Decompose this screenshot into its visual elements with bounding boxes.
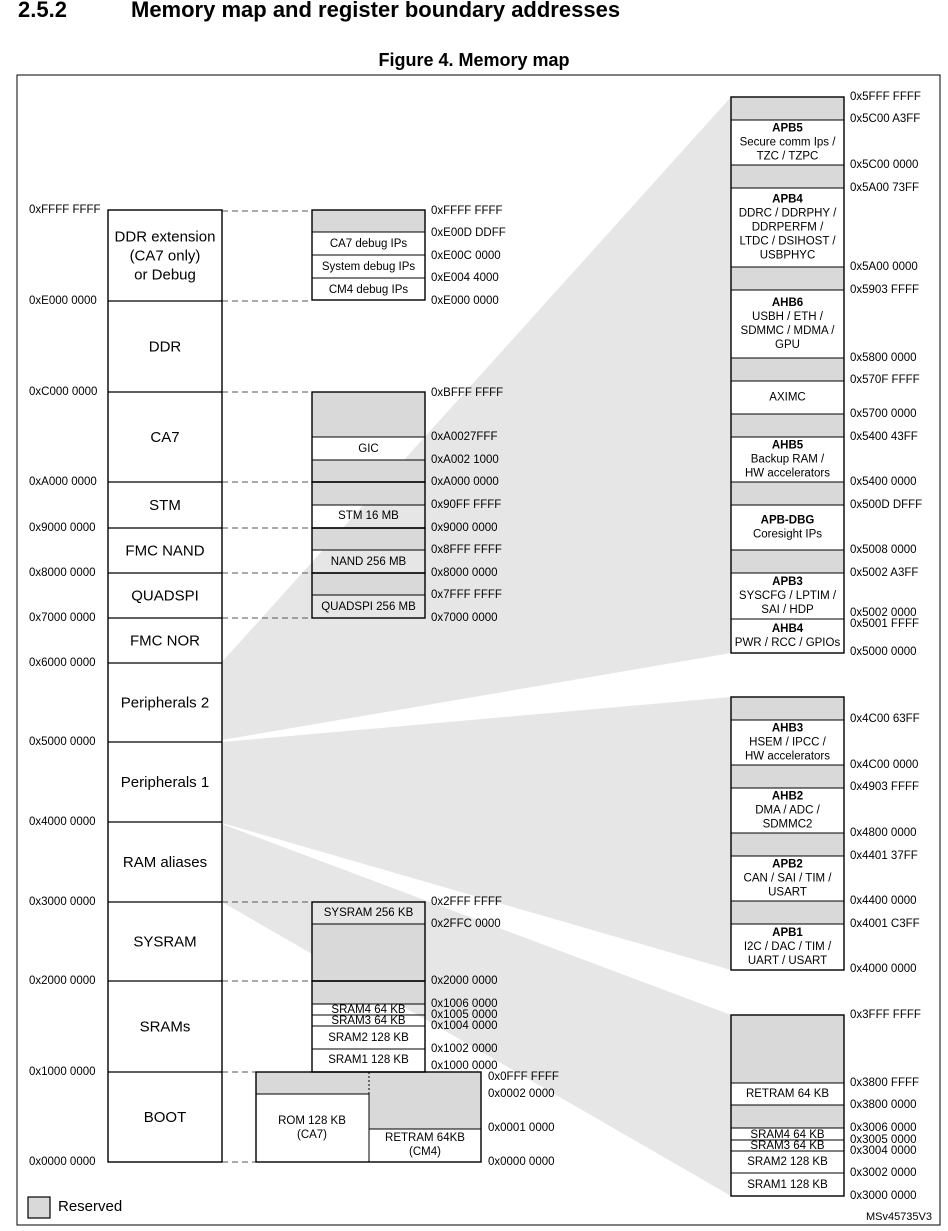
periph2-block-label: Backup RAM /: [750, 453, 825, 466]
address-label: 0x5002 0000: [850, 607, 917, 620]
main-address-label: 0xC000 0000: [29, 386, 98, 399]
boot-retram-cell: RETRAM 64KB: [385, 1132, 465, 1145]
periph2-block-label: APB3: [772, 576, 803, 589]
sysram-reserved: [312, 924, 425, 981]
address-label: 0xA002 1000: [431, 454, 499, 467]
periph2-block-label: AHB5: [771, 439, 804, 452]
address-label: 0x90FF FFFF: [431, 499, 502, 512]
periph2-block-label: DDRPERFM /: [751, 221, 824, 234]
address-label: 0xBFFF FFFF: [431, 387, 504, 400]
main-address-label: 0xFFFF FFFF: [29, 204, 101, 217]
address-label: 0x5000 0000: [850, 646, 917, 659]
address-label: 0x5002 A3FF: [850, 567, 919, 580]
address-label: 0xE00D DDFF: [431, 227, 506, 240]
address-label: 0x7000 0000: [431, 612, 498, 625]
main-address-label: 0x4000 0000: [29, 816, 96, 829]
periph2-block-label: DDRC / DDRPHY /: [738, 207, 837, 220]
boot-rom-cell: ROM 128 KB: [278, 1115, 346, 1128]
address-label: 0xA000 0000: [431, 476, 499, 489]
boot-rom-cell: (CA7): [296, 1129, 328, 1142]
region-fmc-nor: FMC NOR: [130, 632, 200, 650]
figure-caption: Figure 4. Memory map: [378, 50, 570, 70]
periph2-block-label: SAI / HDP: [761, 604, 814, 617]
ca7-reserved: [312, 392, 425, 437]
address-label: 0x1002 0000: [431, 1043, 498, 1056]
figure-code: MSv45735V3: [865, 1210, 932, 1223]
address-label: 0x5008 0000: [850, 544, 917, 557]
periph2-block-label: AHB4: [771, 623, 804, 636]
periph1-block-label: DMA / ADC /: [755, 804, 820, 817]
stm-cell: STM 16 MB: [338, 510, 399, 523]
address-label: 0x2000 0000: [431, 975, 498, 988]
main-address-label: 0x7000 0000: [29, 612, 96, 625]
legend-swatch: [28, 1197, 50, 1218]
periph2-block-label: SDMMC / MDMA /: [740, 325, 835, 338]
address-label: 0x3800 FFFF: [850, 1077, 920, 1090]
srams-cell: SRAM4 64 KB: [331, 1004, 406, 1017]
periph2-block-label: GPU: [775, 339, 800, 352]
region-ddr-ext: (CA7 only): [129, 247, 201, 265]
address-label: 0x1005 0000: [431, 1009, 498, 1022]
address-label: 0x3000 0000: [850, 1190, 917, 1203]
periph2-block-label: SYSCFG / LPTIM /: [738, 590, 837, 603]
ca7-reserved: [312, 460, 425, 482]
debug-cell: CM4 debug IPs: [328, 284, 409, 297]
periph2-block-label: APB4: [772, 193, 803, 206]
periph1-block-label: AHB2: [771, 790, 804, 803]
periph1-reserved: [731, 901, 844, 924]
boot-rom-reserved: [256, 1072, 369, 1094]
periph2-block-label: LTDC / DSIHOST /: [739, 235, 836, 248]
address-label: 0xE004 4000: [431, 272, 499, 285]
periph2-block-label: TZC / TZPC: [756, 150, 819, 163]
address-label: 0x3002 0000: [850, 1167, 917, 1180]
main-address-label: 0x5000 0000: [29, 736, 96, 749]
address-label: 0xE00C 0000: [431, 250, 501, 263]
address-label: 0x5C00 0000: [850, 159, 919, 172]
address-label: 0x7FFF FFFF: [431, 589, 502, 602]
region-ddr-ext: or Debug: [134, 266, 196, 284]
address-label: 0x3FFF FFFF: [850, 1009, 921, 1022]
periph2-block-label: PWR / RCC / GPIOs: [734, 637, 841, 650]
periph2-block-label: USBPHYC: [759, 249, 816, 262]
main-address-label: 0x0000 0000: [29, 1156, 96, 1169]
main-address-label: 0xE000 0000: [29, 295, 97, 308]
address-label: 0x4400 0000: [850, 895, 917, 908]
ram-aliases-cell: SRAM3 64 KB: [750, 1140, 825, 1153]
projection-peripherals-2: [222, 97, 731, 740]
periph2-block-label: AXIMC: [769, 391, 806, 404]
address-label: 0x500D DFFF: [850, 499, 923, 512]
ram-aliases-cell: RETRAM 64 KB: [745, 1088, 830, 1101]
main-address-label: 0x3000 0000: [29, 896, 96, 909]
region-stm: STM: [149, 496, 181, 514]
address-label: 0x5A00 73FF: [850, 182, 920, 195]
srams-cell: SRAM2 128 KB: [328, 1032, 409, 1045]
region-ca7: CA7: [150, 428, 180, 446]
ram-aliases-cell: SRAM2 128 KB: [747, 1156, 828, 1169]
address-label: 0xE000 0000: [431, 295, 499, 308]
region-periph2: Peripherals 2: [120, 694, 210, 712]
srams-cell: SRAM3 64 KB: [331, 1015, 406, 1028]
legend-label: Reserved: [58, 1197, 123, 1215]
periph1-reserved: [731, 697, 844, 720]
ram-aliases-reserved: [731, 1105, 844, 1128]
address-label: 0x4903 FFFF: [850, 781, 920, 794]
periph1-block-label: APB1: [772, 927, 803, 940]
periph2-block-label: Secure comm Ips /: [739, 136, 836, 149]
address-label: 0x8FFF FFFF: [431, 544, 502, 557]
address-label: 0x5800 0000: [850, 352, 917, 365]
address-label: 0xFFFF FFFF: [431, 205, 503, 218]
address-label: 0x3005 0000: [850, 1134, 917, 1147]
nand-reserved: [312, 528, 425, 550]
periph1-block-label: SDMMC2: [762, 818, 813, 831]
section-title: Memory map and register boundary addresses: [131, 0, 621, 22]
address-label: 0x4C00 0000: [850, 759, 919, 772]
periph1-block-label: HSEM / IPCC /: [749, 736, 826, 749]
region-fmc-nand: FMC NAND: [125, 542, 205, 560]
main-address-label: 0x8000 0000: [29, 567, 96, 580]
periph1-reserved: [731, 833, 844, 856]
ram-aliases-reserved: [731, 1015, 844, 1083]
periph2-block-label: Coresight IPs: [752, 528, 823, 541]
region-quadspi: QUADSPI: [131, 587, 199, 605]
boot-retram-cell: (CM4): [409, 1146, 441, 1159]
region-srams: SRAMs: [139, 1018, 191, 1036]
address-label: 0x3800 0000: [850, 1099, 917, 1112]
address-label: 0x9000 0000: [431, 522, 498, 535]
stm-reserved: [312, 482, 425, 505]
address-label: 0x0FFF FFFF: [488, 1071, 559, 1084]
periph2-block-label: AHB6: [771, 297, 804, 310]
address-label: 0x5C00 A3FF: [850, 113, 921, 126]
debug-cell: System debug IPs: [321, 261, 416, 274]
address-label: 0x2FFC 0000: [431, 918, 501, 931]
srams-cell: SRAM1 128 KB: [328, 1054, 409, 1067]
periph2-reserved: [731, 97, 844, 120]
periph1-block-label: I2C / DAC / TIM /: [743, 941, 832, 954]
periph1-block-label: APB2: [772, 858, 803, 871]
region-periph1: Peripherals 1: [120, 773, 210, 791]
address-label: 0x2FFF FFFF: [431, 896, 502, 909]
address-label: 0x0000 0000: [488, 1156, 555, 1169]
periph2-block-label: APB5: [772, 122, 803, 135]
periph1-block-label: CAN / SAI / TIM /: [743, 872, 832, 885]
address-label: 0x4C00 63FF: [850, 713, 920, 726]
main-address-label: 0x1000 0000: [29, 1066, 96, 1079]
ram-aliases-cell: SRAM4 64 KB: [750, 1129, 825, 1142]
periph1-block-label: HW accelerators: [745, 750, 830, 763]
region-ddr-ext: DDR extension: [114, 228, 216, 246]
gic-cell: GIC: [358, 443, 379, 456]
address-label: 0x5001 FFFF: [850, 618, 920, 631]
periph1-block-label: USART: [768, 886, 807, 899]
address-label: 0x5400 43FF: [850, 431, 918, 444]
address-label: 0xA0027FFF: [431, 431, 498, 444]
debug-reserved: [312, 210, 425, 232]
debug-cell: CA7 debug IPs: [329, 238, 408, 251]
region-sysram: SYSRAM: [133, 933, 197, 951]
address-label: 0x5A00 0000: [850, 261, 918, 274]
address-label: 0x0002 0000: [488, 1088, 555, 1101]
main-address-label: 0x2000 0000: [29, 975, 96, 988]
address-label: 0x3006 0000: [850, 1122, 917, 1135]
main-address-label: 0x6000 0000: [29, 657, 96, 670]
address-label: 0x5400 0000: [850, 476, 917, 489]
boot-retram-reserved: [369, 1072, 481, 1129]
address-label: 0x3004 0000: [850, 1145, 917, 1158]
main-address-label: 0x9000 0000: [29, 522, 96, 535]
periph2-block-label: APB-DBG: [760, 514, 815, 527]
main-address-label: 0xA000 0000: [29, 476, 97, 489]
region-ram-aliases: RAM aliases: [122, 853, 208, 871]
address-label: 0x4800 0000: [850, 827, 917, 840]
quadspi-reserved: [312, 573, 425, 595]
region-ddr: DDR: [148, 338, 182, 356]
periph2-reserved: [731, 482, 844, 505]
address-label: 0x5903 FFFF: [850, 284, 920, 297]
address-label: 0x5FFF FFFF: [850, 91, 921, 104]
section-number: 2.5.2: [18, 0, 67, 22]
srams-reserved: [312, 981, 425, 1004]
address-label: 0x5700 0000: [850, 408, 917, 421]
address-label: 0x4000 0000: [850, 963, 917, 976]
ram-aliases-cell: SRAM1 128 KB: [747, 1179, 828, 1192]
periph1-block-label: UART / USART: [747, 955, 828, 968]
address-label: 0x4401 37FF: [850, 850, 918, 863]
address-label: 0x1000 0000: [431, 1060, 498, 1073]
periph2-block-label: HW accelerators: [745, 467, 830, 480]
periph2-reserved: [731, 414, 844, 437]
periph2-reserved: [731, 267, 844, 290]
periph2-reserved: [731, 358, 844, 381]
address-label: 0x570F FFFF: [850, 374, 920, 387]
address-label: 0x0001 0000: [488, 1122, 555, 1135]
nand-cell: NAND 256 MB: [330, 556, 407, 569]
sysram-cell: SYSRAM 256 KB: [323, 907, 414, 920]
region-boot: BOOT: [143, 1108, 187, 1126]
address-label: 0x1004 0000: [431, 1020, 498, 1033]
periph2-reserved: [731, 165, 844, 188]
quadspi-cell: QUADSPI 256 MB: [321, 601, 416, 614]
periph1-block-label: AHB3: [771, 722, 804, 735]
periph2-block-label: USBH / ETH /: [752, 311, 823, 324]
periph1-reserved: [731, 765, 844, 788]
address-label: 0x4001 C3FF: [850, 918, 920, 931]
periph2-reserved: [731, 550, 844, 573]
address-label: 0x1006 0000: [431, 998, 498, 1011]
address-label: 0x8000 0000: [431, 567, 498, 580]
